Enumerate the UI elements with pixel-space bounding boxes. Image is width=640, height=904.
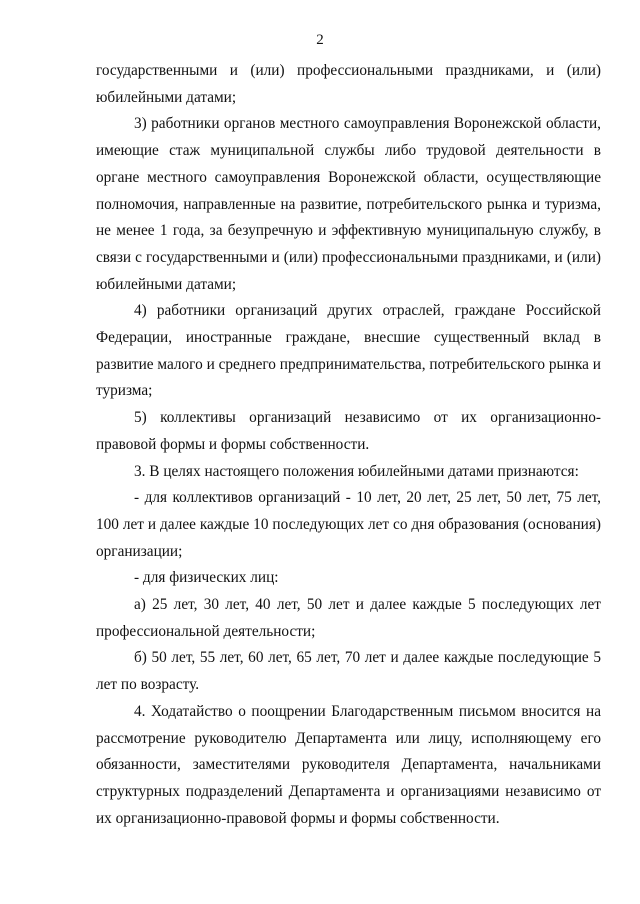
paragraph-collectives-anniversaries: - для коллективов организаций - 10 лет, 20 лет, 25 лет, 50 лет, 75 лет, 100 лет и далее каждые 10 последующих лет со дня образования (основания) организации; (96, 489, 601, 560)
paragraph-item-3-local-government: 3) работники органов местного самоуправления Воронежской области, имеющие стаж муниципальной службы либо трудовой деятельности в органе местного самоуправления Воронежской области, осуществляющие полномочия, направленные на развитие, потребительского рынка и туризма, не менее 1 года, за безупречную и эффективную муниципальную службу, в связи с государственными и (или) профессиональными праздниками, и (или) юбилейными датами; (96, 115, 601, 293)
paragraph-section-3-anniversaries: 3. В целях настоящего положения юбилейными датами признаются: (134, 462, 579, 480)
document-body (96, 58, 601, 832)
paragraph-item-a-professional: а) 25 лет, 30 лет, 40 лет, 50 лет и далее каждые 5 последующих лет профессиональной деятельности; (96, 596, 601, 640)
page-number: 2 (316, 32, 324, 48)
paragraph-item-5-collectives: 5) коллективы организаций независимо от их организационно-правовой формы и формы собственности. (96, 409, 601, 453)
paragraph-section-4-petition: 4. Ходатайство о поощрении Благодарственным письмом вносится на рассмотрение руководителю Департамента или лицу, исполняющему его обязанности, заместителями руководителя Департамента, начальниками структурных подразделений Департамента и организациями независимо от их организационно-правовой формы и формы собственности. (96, 702, 601, 827)
paragraph-continuation: государственными и (или) профессиональными праздниками, и (или) юбилейными датами; (96, 62, 601, 106)
paragraph-item-b-age: б) 50 лет, 55 лет, 60 лет, 65 лет, 70 лет и далее каждые последующие 5 лет по возрасту. (96, 649, 601, 694)
paragraph-item-4-other-sectors: 4) работники организаций других отраслей, граждане Российской Федерации, иностранные граждане, внесшие существенный вклад в развитие малого и среднего предпринимательства, потребительского рынка и туризма; (96, 302, 601, 400)
paragraph-individuals-heading: - для физических лиц: (134, 569, 279, 587)
